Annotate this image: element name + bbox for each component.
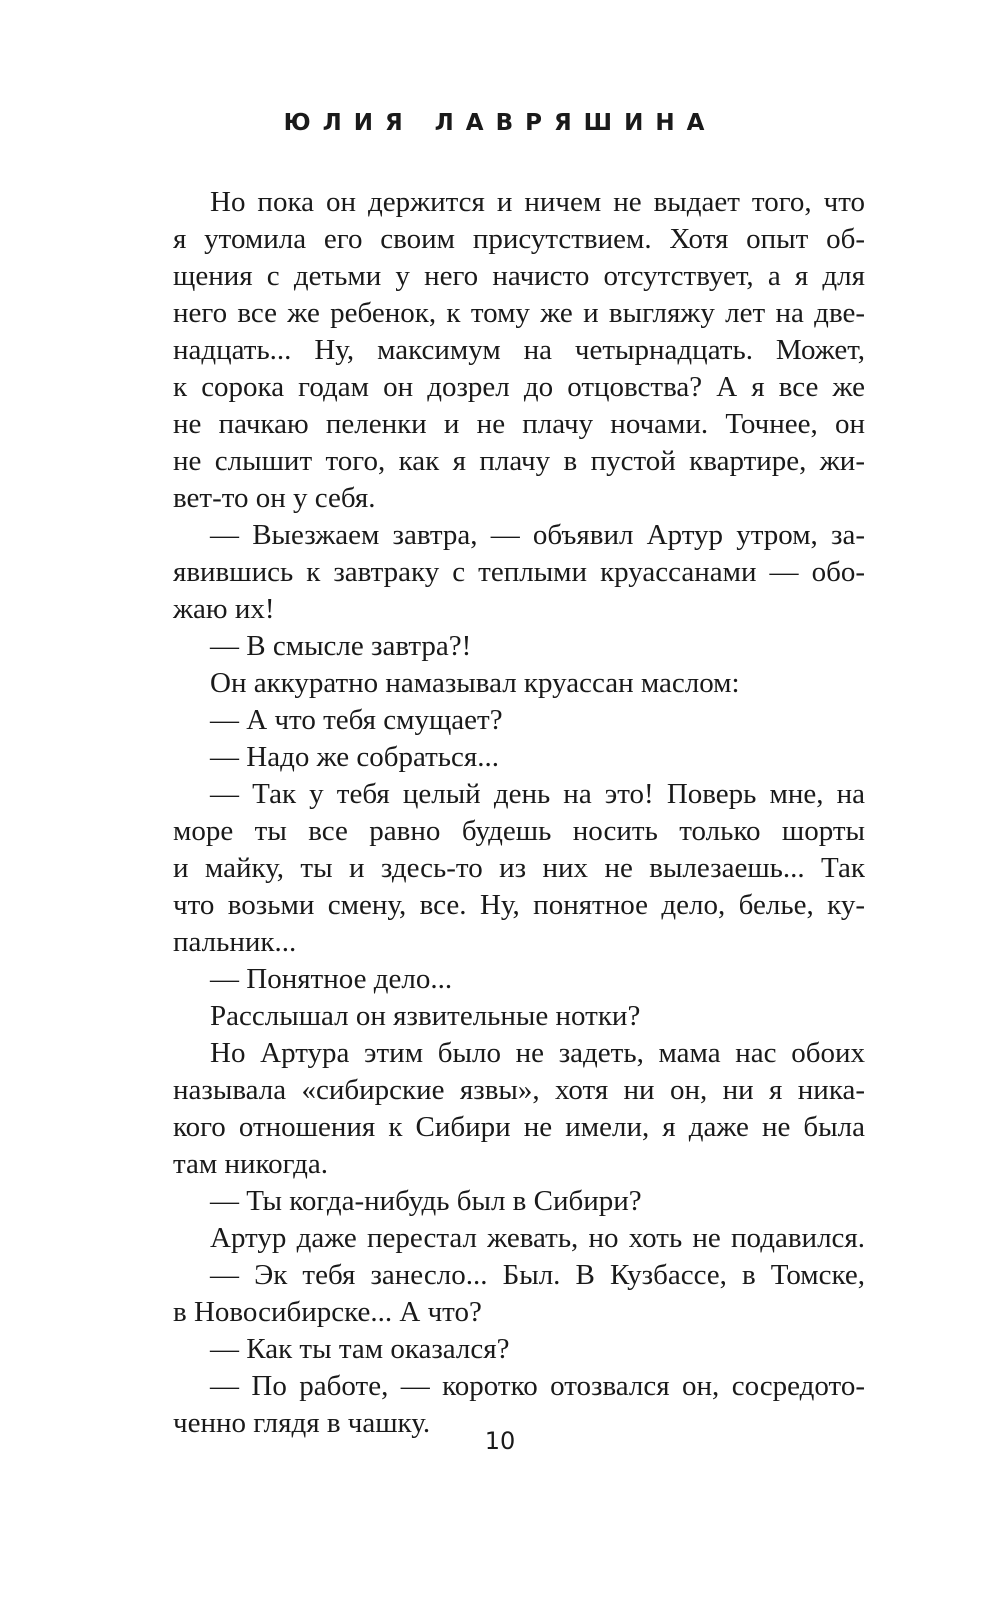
- text-line: — Так у тебя целый день на это! Поверь мне, на: [210, 778, 865, 810]
- text-line: — Понятное дело...: [210, 963, 453, 995]
- text-line: море ты все равно будешь носить только шорты: [173, 815, 865, 847]
- text-line: — А что тебя смущает?: [210, 704, 503, 736]
- text-line: кого отношения к Сибири не имели, я даже не была: [173, 1111, 865, 1143]
- text-line: явившись к завтраку с теплыми круассанами — обо-: [173, 556, 865, 588]
- text-line: я утомила его своим присутствием. Хотя опыт об-: [173, 223, 865, 255]
- text-line: — Как ты там оказался?: [210, 1333, 510, 1365]
- text-line: ченно глядя в чашку.: [173, 1407, 431, 1439]
- text-line: — Эк тебя занесло... Был. В Кузбассе, в Томске,: [210, 1259, 865, 1291]
- text-line: него все же ребенок, к тому же и выгляжу лет на две-: [173, 297, 865, 329]
- running-head-author: ЮЛИЯ ЛАВРЯШИНА: [283, 110, 717, 136]
- text-line: называла «сибирские язвы», хотя ни он, ни я ника-: [173, 1074, 865, 1106]
- text-line: там никогда.: [173, 1148, 328, 1180]
- text-line: Но Артура этим было не задеть, мама нас обоих: [210, 1037, 865, 1069]
- text-line: Расслышал он язвительные нотки?: [210, 1000, 641, 1032]
- text-line: — Ты когда-нибудь был в Сибири?: [210, 1185, 642, 1217]
- text-line: надцать... Ну, максимум на четырнадцать. Может,: [173, 334, 865, 366]
- text-line: и майку, ты и здесь-то из них не вылезаешь... Так: [173, 852, 865, 884]
- text-line: Но пока он держится и ничем не выдает того, что: [210, 186, 865, 218]
- text-line: что возьми смену, все. Ну, понятное дело, белье, ку-: [173, 889, 865, 921]
- text-line: щения с детьми у него начисто отсутствует, а я для: [173, 260, 865, 292]
- text-line: — Надо же собраться...: [210, 741, 499, 773]
- body-text: [173, 184, 865, 1442]
- page-number: 10: [484, 1427, 516, 1455]
- text-line: — Выезжаем завтра, — объявил Артур утром, за-: [210, 519, 865, 551]
- text-line: в Новосибирске... А что?: [173, 1296, 482, 1328]
- text-line: не пачкаю пеленки и не плачу ночами. Точнее, он: [173, 408, 865, 440]
- text-line: Он аккуратно намазывал круассан маслом:: [210, 667, 740, 699]
- text-line: — В смысле завтра?!: [210, 630, 472, 662]
- text-line: к сорока годам он дозрел до отцовства? А я все же: [173, 371, 865, 403]
- text-line: вет-то он у себя.: [173, 482, 376, 514]
- text-line: жаю их!: [173, 593, 275, 625]
- text-line: пальник...: [173, 926, 297, 958]
- text-line: не слышит того, как я плачу в пустой квартире, жи-: [173, 445, 865, 477]
- text-line: — По работе, — коротко отозвался он, сосредото-: [210, 1370, 865, 1402]
- text-line: Артур даже перестал жевать, но хоть не подавился.: [210, 1222, 865, 1254]
